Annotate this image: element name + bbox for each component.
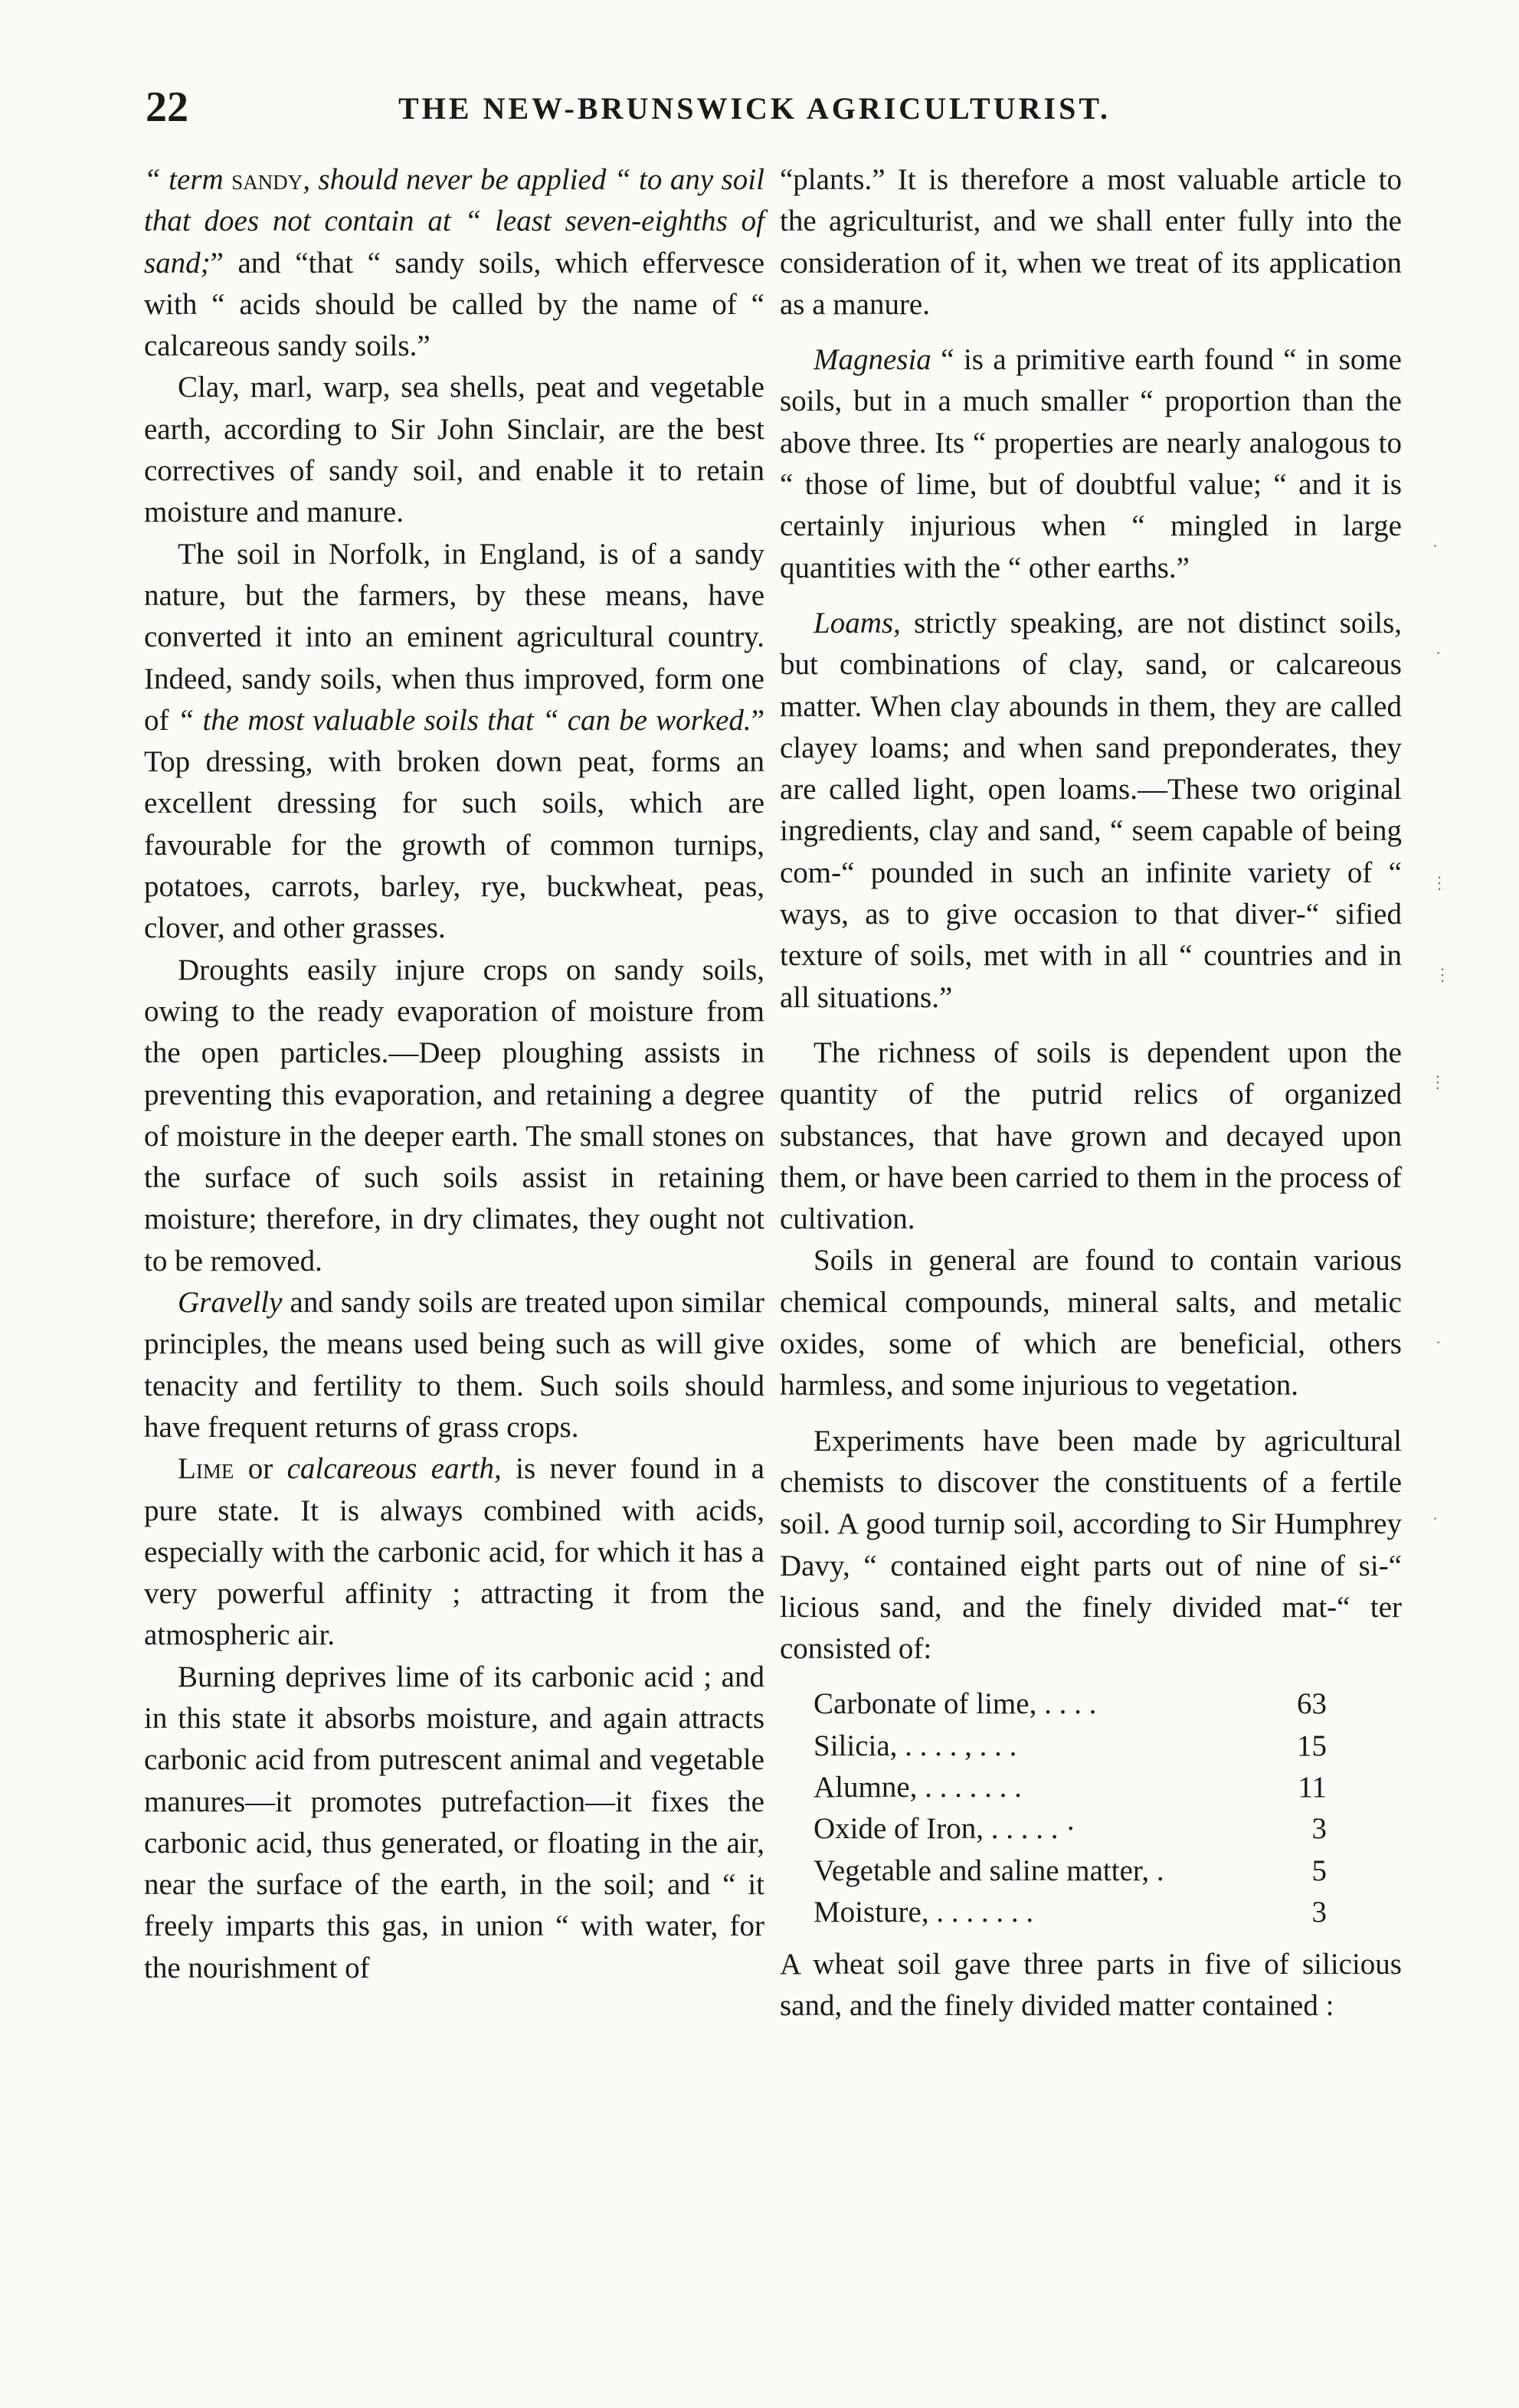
paragraph xyxy=(780,603,1402,1019)
paragraph: Experiments have been made by agricultural chemists to discover the constituents of a fertile soil. A good turnip soil, according to Sir Humphrey Davy, “ contained eight parts out of nine of si-“ licious sand, and the finely divided mat-“ ter consisted of: xyxy=(780,1424,1402,1666)
paragraph: Clay, marl, warp, sea shells, peat and vegetable earth, according to Sir John Sinclair, are the best correctives of sandy soil, and enable it to retain moisture and manure. xyxy=(144,371,764,529)
paragraph: “plants.” It is therefore a most valuable article to the agriculturist, and we shall enter fully into the consideration of it, when we treat of its application as a manure. xyxy=(780,163,1402,321)
paragraph: Soils in general are found to contain various chemical compounds, mineral salts, and metalic oxides, some of which are beneficial, others harmless, and some injurious to vegetation. xyxy=(780,1244,1402,1402)
table-row xyxy=(814,1683,1327,1725)
paragraph-text: The soil in Norfolk, in England, is of a sandy nature, but the farmers, by these means, have converted it into an eminent agricultural country. Indeed, sandy soils, when thus improved, form one of xyxy=(144,537,764,737)
component-value: 15 xyxy=(1297,1729,1327,1762)
table-row xyxy=(814,1767,1327,1808)
left-column xyxy=(144,159,764,1989)
paragraph: The richness of soils is dependent upon the quantity of the putrid relics of organized substances, that have grown and decayed upon them, or have been carried to them in the process of cultivation. xyxy=(780,1036,1402,1236)
component-name: Silicia, . . . . , . . . xyxy=(814,1729,1017,1762)
paragraph xyxy=(144,534,764,950)
running-title: THE NEW-BRUNSWICK AGRICULTURIST. xyxy=(398,91,1111,126)
paragraph: Droughts easily injure crops on sandy soils, owing to the ready evaporation of moisture from the open particles.—Deep ploughing assists in preventing this evaporation, and retaining a degree of moisture in the deeper earth. The small stones on the surface of such soils assist in retaining moisture; therefore, in dry climates, they ought not to be removed. xyxy=(144,953,764,1278)
page-header xyxy=(146,83,1371,136)
component-name: Moisture, . . . . . . . xyxy=(814,1895,1034,1929)
paragraph: Burning deprives lime of its carbonic acid ; and in this state it absorbs moisture, and again attracts carbonic acid from putrescent animal and vegetable manures—it promotes putrefaction—it fixes the carbonic acid, thus generated, or floating in the air, near the surface of the earth, in the soil; and “ it freely imparts this gas, in union “ with water, for the nourishment of xyxy=(144,1660,764,1984)
paragraph: A wheat soil gave three parts in five of silicious sand, and the finely divided matter contained : xyxy=(780,1948,1402,2023)
small-caps-term: sandy xyxy=(231,163,303,196)
paragraph xyxy=(144,1448,764,1656)
component-name: Carbonate of lime, . . . . xyxy=(814,1687,1097,1721)
term: Loams, xyxy=(814,606,901,640)
quote-text: “ the most valuable soils that “ can be worked. xyxy=(177,703,751,737)
paragraph-text: is never found in a pure state. It is always combined with acids, especially with the carbonic acid, for which it has a very powerful affinity ; attracting it from the atmospheric air. xyxy=(144,1452,764,1652)
small-caps-term: Lime xyxy=(178,1452,234,1486)
paragraph-text: and sandy soils are treated upon similar principles, the means used being such as will give tenacity and fertility to them. Such soils should have frequent returns of grass crops. xyxy=(144,1286,764,1444)
page-number: 22 xyxy=(146,83,188,131)
quote-text: , should never be applied “ to any soil that does not contain at “ least seven-eighths of sand; xyxy=(144,163,764,280)
paragraph-text: ” Top dressing, with broken down peat, forms an excellent dressing for such soils, which are favourable for the growth of common turnips, potatoes, carrots, barley, rye, buckwheat, peas, clover, and other grasses. xyxy=(144,703,764,945)
paragraph xyxy=(144,159,764,367)
component-value: 3 xyxy=(1311,1895,1327,1929)
term: calcareous earth, xyxy=(286,1452,502,1486)
term: Gravelly xyxy=(178,1286,283,1320)
composition-table xyxy=(814,1683,1327,1933)
margin-specks: · · ⋮ ⋮ ⋮ · · xyxy=(1429,536,1451,1528)
quote-text: “ is a primitive earth found “ in some soils, but in a much smaller “ proportion than the above three. Its “ properties are nearly analogous to “ those of lime, but of doubtful value; “ and it is certainly injurious when “ mingled in large quantities with the “ other earths.” xyxy=(780,343,1402,584)
table-row xyxy=(814,1726,1327,1767)
table-row xyxy=(814,1850,1327,1892)
paragraph-text: or xyxy=(234,1452,287,1486)
quote-text: ” and “that “ sandy soils, which effervesce with “ acids should be called by the name of “ calcareous sandy soils.” xyxy=(144,246,764,363)
component-name: Vegetable and saline matter, . xyxy=(814,1853,1164,1887)
paragraph xyxy=(780,339,1402,589)
term: Magnesia xyxy=(814,343,931,377)
component-value: 63 xyxy=(1297,1687,1327,1721)
quote-text: “ term xyxy=(144,163,232,196)
table-row xyxy=(814,1892,1327,1933)
component-value: 3 xyxy=(1311,1812,1327,1846)
component-name: Alumne, . . . . . . . xyxy=(814,1770,1022,1804)
component-value: 11 xyxy=(1298,1770,1327,1804)
paragraph xyxy=(144,1282,764,1448)
table-row xyxy=(814,1808,1327,1850)
paragraph-text: strictly speaking, are not distinct soils, but combinations of clay, sand, or calcareous matter. When clay abounds in them, they are called clayey loams; and when sand preponderates, they are called light, open loams.—These two original ingredients, clay and sand, “ seem capable of being com-“ pounded in such an infinite variety of “ ways, as to give occasion to that diver-“ sified texture of soils, met with in all “ countries and in all situations.” xyxy=(780,606,1402,1014)
component-name: Oxide of Iron, . . . . . · xyxy=(814,1812,1076,1846)
component-value: 5 xyxy=(1311,1853,1327,1887)
right-column xyxy=(780,159,1402,2027)
